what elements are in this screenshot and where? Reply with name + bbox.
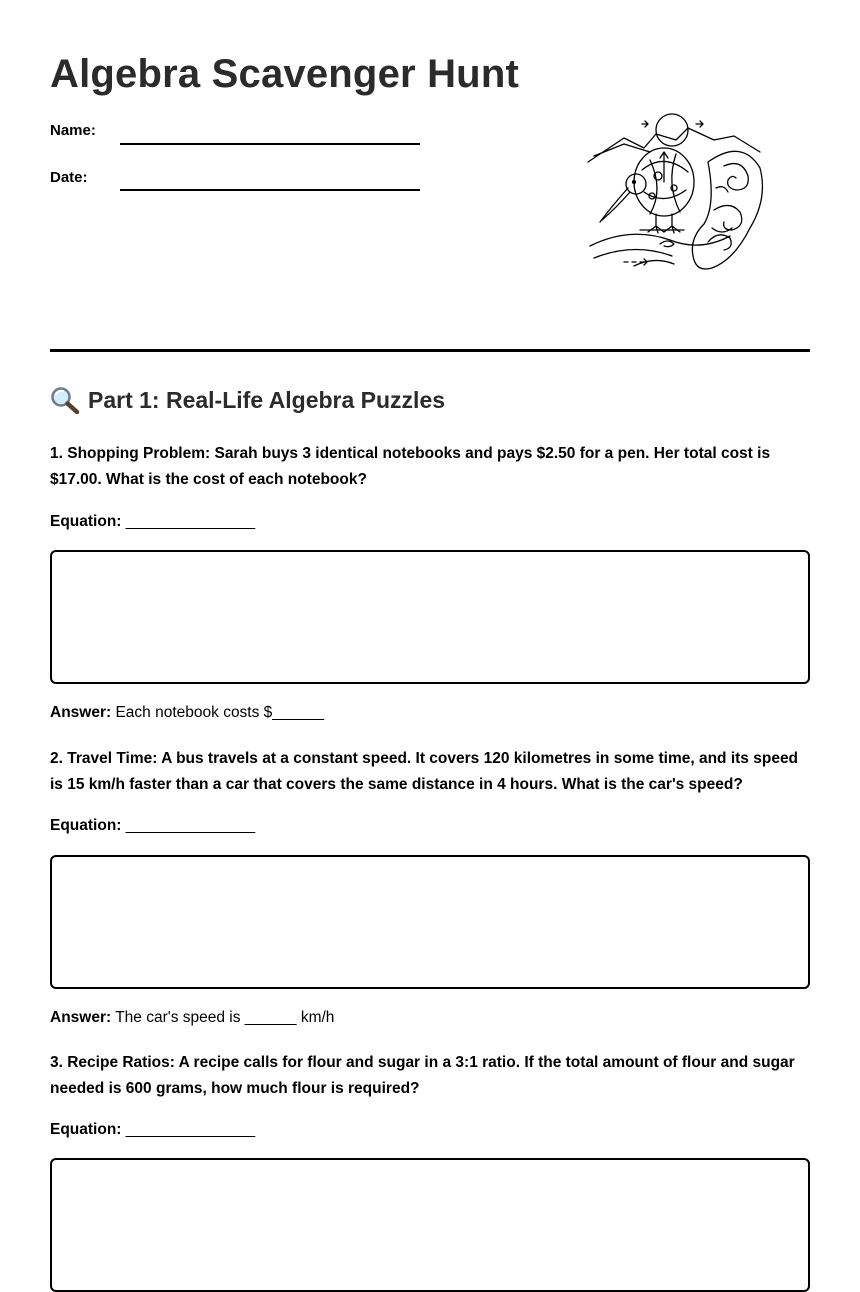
section-title: Part 1: Real-Life Algebra Puzzles [88, 386, 446, 413]
answer-label: Answer: [50, 1009, 112, 1026]
equation-blank[interactable]: _______________ [125, 817, 256, 834]
question-1-answer [50, 704, 324, 722]
question-3-equation [50, 1121, 255, 1139]
question-1-text: 1. Shopping Problem: Sarah buys 3 identical notebooks and pays $2.50 for a pen. Her total cost is $17.00. What is the cost of each notebook? [50, 445, 771, 488]
name-field-line[interactable] [120, 143, 420, 145]
question-2-work-box[interactable] [50, 855, 810, 989]
header-divider [50, 349, 810, 352]
answer-text[interactable]: The car's speed is ______ km/h [115, 1009, 335, 1026]
question-1-work-box[interactable] [50, 550, 810, 684]
question-2-answer [50, 1009, 334, 1027]
name-label: Name: [50, 122, 96, 139]
question-3-text: 3. Recipe Ratios: A recipe calls for flour and sugar in a 3:1 ratio. If the total amount of flour and sugar needed is 600 grams, how much flour is required? [50, 1054, 795, 1097]
equation-blank[interactable]: _______________ [125, 513, 256, 530]
magnifier-icon [50, 386, 80, 414]
equation-label: Equation: [50, 1121, 122, 1138]
section-heading [50, 386, 445, 414]
date-field-line[interactable] [120, 189, 420, 191]
question-2-text: 2. Travel Time: A bus travels at a constant speed. It covers 120 kilometres in some time, and its speed is 15 km/h faster than a car that covers the same distance in 4 hours. What is the car's speed? [50, 750, 799, 793]
page-title: Algebra Scavenger Hunt [50, 52, 519, 96]
question-3-work-box[interactable] [50, 1158, 810, 1292]
answer-label: Answer: [50, 704, 112, 721]
date-label: Date: [50, 169, 88, 186]
equation-label: Equation: [50, 513, 122, 530]
question-1-equation [50, 513, 255, 531]
equation-blank[interactable]: _______________ [125, 1121, 256, 1138]
equation-label: Equation: [50, 817, 122, 834]
kiwi-bird-illustration [584, 110, 764, 275]
question-2-equation [50, 817, 255, 835]
answer-text[interactable]: Each notebook costs $______ [115, 704, 325, 721]
